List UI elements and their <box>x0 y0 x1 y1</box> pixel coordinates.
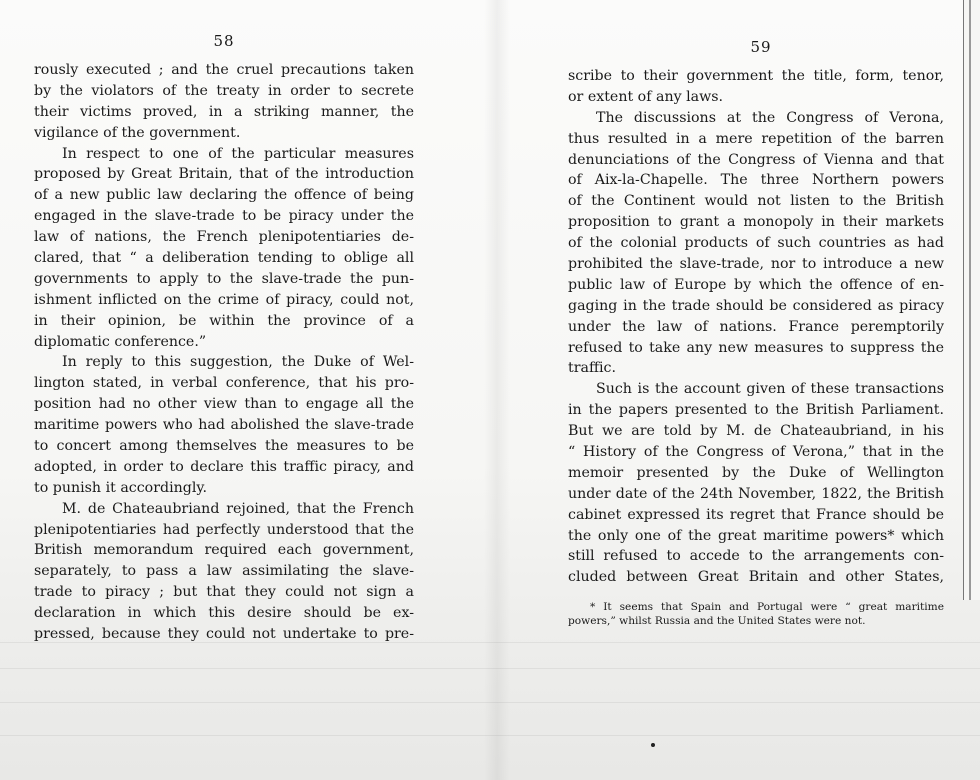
text-line: or extent of any laws. <box>568 88 724 105</box>
text-line: traffic. <box>568 360 617 377</box>
text-line: position had no other view than to engage all the <box>34 396 414 413</box>
text-line: pressed, because they could not undertake to pre- <box>34 626 414 643</box>
scan-streak <box>0 735 980 736</box>
text-line: scribe to their government the title, form, tenor, <box>568 68 944 84</box>
text-line: memoir presented by the Duke of Wellington <box>568 464 944 481</box>
text-line: The discussions at the Congress of Verona, <box>596 109 944 126</box>
text-line: of a new public law declaring the offence of being <box>34 187 414 204</box>
text-line: vigilance of the government. <box>34 124 241 141</box>
text-line: refused to take any new measures to suppress the <box>568 339 944 356</box>
text-line: In respect to one of the particular measures <box>62 145 414 162</box>
text-line: still refused to accede to the arrangements con- <box>568 548 944 565</box>
text-line: gaging in the trade should be considered as piracy <box>568 297 944 314</box>
text-line: law of nations, the French plenipotentiaries de- <box>34 229 414 246</box>
left-page-body <box>34 60 414 645</box>
text-line: by the violators of the treaty in order to secrete <box>34 82 414 99</box>
left-page-number: 58 <box>213 32 235 50</box>
text-line: under the law of nations. France peremptorily <box>568 318 944 335</box>
scan-streak <box>0 668 980 669</box>
text-line: plenipotentiaries had perfectly understood that the <box>34 521 414 538</box>
text-line: ishment inflicted on the crime of piracy, could not, <box>34 291 414 308</box>
text-line: of the Continent would not listen to the British <box>568 193 944 210</box>
scan-speck <box>651 743 655 747</box>
text-line: in the papers presented to the British Parliament. <box>568 402 944 419</box>
left-page <box>34 32 414 645</box>
text-line: thus resulted in a mere repetition of the barren <box>568 130 944 147</box>
text-line: cluded between Great Britain and other States, <box>568 569 944 586</box>
text-line: diplomatic conference.” <box>34 333 207 350</box>
text-line: trade to piracy ; but that they could not sign a <box>34 584 414 601</box>
text-line: proposed by Great Britain, that of the introduction <box>34 166 414 183</box>
text-line: cabinet expressed its regret that France should be <box>568 506 944 523</box>
right-page <box>568 38 944 628</box>
page-edge <box>963 0 980 600</box>
text-line: of Aix-la-Chapelle. The three Northern powers <box>568 172 944 189</box>
text-line: denunciations of the Congress of Vienna and that <box>568 151 944 168</box>
footnote-line: * It seems that Spain and Portugal were “ great maritime <box>590 601 944 614</box>
text-line: proposition to grant a monopoly in their markets <box>568 214 944 231</box>
footnote-line: powers,” whilst Russia and the United States were not. <box>568 615 866 628</box>
text-line: to punish it accordingly. <box>34 479 208 496</box>
text-line: the only one of the great maritime powers* which <box>568 527 944 544</box>
text-line: governments to apply to the slave-trade the pun- <box>34 270 414 287</box>
book-gutter <box>484 0 510 780</box>
text-line: in their opinion, be within the province of a <box>34 312 414 329</box>
text-line: their victims proved, in a striking manner, the <box>34 103 414 120</box>
text-line: engaged in the slave-trade to be piracy under the <box>34 208 414 225</box>
text-line: under date of the 24th November, 1822, the British <box>568 485 944 502</box>
text-line: maritime powers who had abolished the slave-trade <box>34 417 414 434</box>
text-line: Such is the account given of these transactions <box>596 381 944 398</box>
text-line: rously executed ; and the cruel precautions taken <box>34 62 414 78</box>
text-line: British memorandum required each government, <box>34 542 414 559</box>
text-line: separately, to pass a law assimilating the slave- <box>34 563 414 580</box>
text-line: public law of Europe by which the offence of en- <box>568 276 944 293</box>
scan-streak <box>0 702 980 703</box>
text-line: M. de Chateaubriand rejoined, that the French <box>62 500 414 517</box>
text-line: In reply to this suggestion, the Duke of Wel- <box>62 354 414 371</box>
text-line: “ History of the Congress of Verona,” that in the <box>568 444 944 461</box>
text-line: adopted, in order to declare this traffic piracy, and <box>34 458 414 475</box>
text-line: declaration in which this desire should be ex- <box>34 605 414 622</box>
text-line: lington stated, in verbal conference, that his pro- <box>34 375 414 392</box>
text-line: prohibited the slave-trade, nor to introduce a new <box>568 256 944 273</box>
right-page-number: 59 <box>750 38 772 56</box>
footnote <box>568 600 944 628</box>
text-line: clared, that “ a deliberation tending to oblige all <box>34 250 414 267</box>
text-line: But we are told by M. de Chateaubriand, in his <box>568 423 944 440</box>
text-line: to concert among themselves the measures to be <box>34 438 414 455</box>
text-line: of the colonial products of such countries as had <box>568 235 944 252</box>
right-page-body <box>568 66 944 588</box>
